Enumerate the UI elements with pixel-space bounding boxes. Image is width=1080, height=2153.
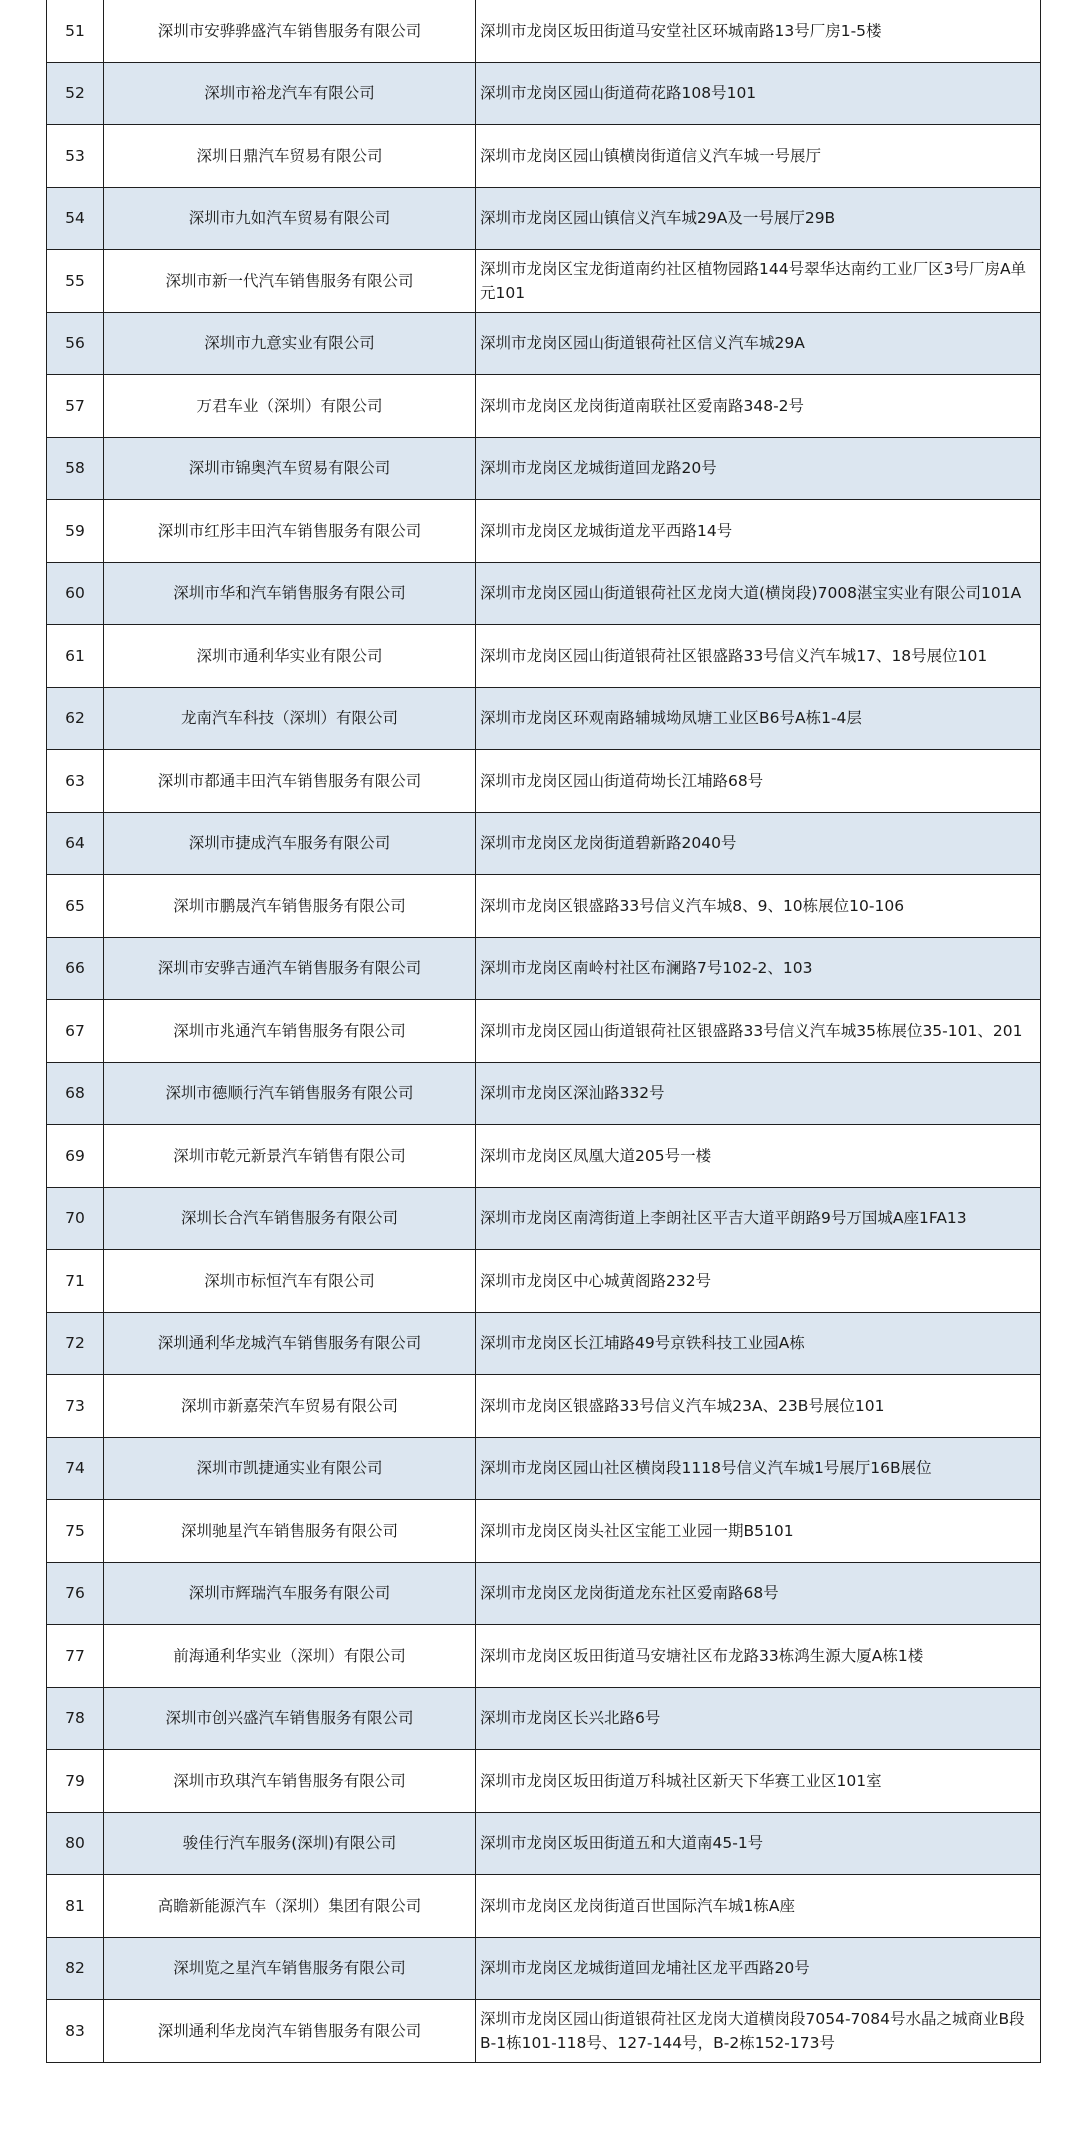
- table-body: [47, 0, 1041, 2062]
- company-address: 深圳市龙岗区南湾街道上李朗社区平吉大道平朗路9号万国城A座1FA13: [476, 1187, 1041, 1250]
- table-row: [47, 1375, 1041, 1438]
- table-row: [47, 1875, 1041, 1938]
- company-name: 深圳驰星汽车销售服务有限公司: [104, 1500, 476, 1563]
- table-row: [47, 1750, 1041, 1813]
- row-number: 53: [47, 125, 104, 188]
- company-name: 深圳市创兴盛汽车销售服务有限公司: [104, 1687, 476, 1750]
- company-address: 深圳市龙岗区坂田街道马安堂社区环城南路13号厂房1-5楼: [476, 0, 1041, 62]
- company-address: 深圳市龙岗区龙岗街道碧新路2040号: [476, 812, 1041, 875]
- row-number: 70: [47, 1187, 104, 1250]
- table-row: [47, 1187, 1041, 1250]
- company-address: 深圳市龙岗区岗头社区宝能工业园一期B5101: [476, 1500, 1041, 1563]
- company-address: 深圳市龙岗区园山街道银荷社区银盛路33号信义汽车城35栋展位35-101、201: [476, 1000, 1041, 1063]
- row-number: 69: [47, 1125, 104, 1188]
- table-row: [47, 1312, 1041, 1375]
- row-number: 60: [47, 562, 104, 625]
- table-row: [47, 812, 1041, 875]
- row-number: 82: [47, 1937, 104, 2000]
- table-row: [47, 125, 1041, 188]
- row-number: 54: [47, 187, 104, 250]
- company-address: 深圳市龙岗区坂田街道五和大道南45-1号: [476, 1812, 1041, 1875]
- table-row: [47, 1812, 1041, 1875]
- table-row: [47, 1125, 1041, 1188]
- company-address: 深圳市龙岗区坂田街道马安塘社区布龙路33栋鸿生源大厦A栋1楼: [476, 1625, 1041, 1688]
- company-name: 深圳市标恒汽车有限公司: [104, 1250, 476, 1313]
- company-name: 深圳市玖琪汽车销售服务有限公司: [104, 1750, 476, 1813]
- row-number: 77: [47, 1625, 104, 1688]
- row-number: 72: [47, 1312, 104, 1375]
- company-address: 深圳市龙岗区园山街道荷花路108号101: [476, 62, 1041, 125]
- row-number: 81: [47, 1875, 104, 1938]
- table-row: [47, 875, 1041, 938]
- row-number: 78: [47, 1687, 104, 1750]
- table-row: [47, 1000, 1041, 1063]
- row-number: 68: [47, 1062, 104, 1125]
- company-name: 骏佳行汽车服务(深圳)有限公司: [104, 1812, 476, 1875]
- company-name: 深圳市辉瑞汽车服务有限公司: [104, 1562, 476, 1625]
- company-address: 深圳市龙岗区深汕路332号: [476, 1062, 1041, 1125]
- company-address: 深圳市龙岗区园山社区横岗段1118号信义汽车城1号展厅16B展位: [476, 1437, 1041, 1500]
- row-number: 58: [47, 437, 104, 500]
- table-row: [47, 1937, 1041, 2000]
- table-row: [47, 625, 1041, 688]
- company-address: 深圳市龙岗区园山镇横岗街道信义汽车城一号展厅: [476, 125, 1041, 188]
- row-number: 61: [47, 625, 104, 688]
- company-name: 深圳市华和汽车销售服务有限公司: [104, 562, 476, 625]
- company-address: 深圳市龙岗区中心城黄阁路232号: [476, 1250, 1041, 1313]
- row-number: 64: [47, 812, 104, 875]
- table-row: [47, 312, 1041, 375]
- company-name: 深圳市兆通汽车销售服务有限公司: [104, 1000, 476, 1063]
- table-row: [47, 1062, 1041, 1125]
- row-number: 55: [47, 250, 104, 313]
- row-number: 62: [47, 687, 104, 750]
- row-number: 75: [47, 1500, 104, 1563]
- company-address: 深圳市龙岗区园山街道银荷社区龙岗大道横岗段7054-7084号水晶之城商业B段B-1栋101-118号、127-144号，B-2栋152-173号: [476, 2000, 1041, 2063]
- company-address: 深圳市龙岗区坂田街道万科城社区新天下华赛工业区101室: [476, 1750, 1041, 1813]
- table-row: [47, 750, 1041, 813]
- company-address: 深圳市龙岗区龙城街道回龙路20号: [476, 437, 1041, 500]
- company-name: 深圳市新嘉荣汽车贸易有限公司: [104, 1375, 476, 1438]
- company-address: 深圳市龙岗区凤凰大道205号一楼: [476, 1125, 1041, 1188]
- table-row: [47, 375, 1041, 438]
- table-row: [47, 2000, 1041, 2063]
- company-address: 深圳市龙岗区园山街道银荷社区信义汽车城29A: [476, 312, 1041, 375]
- row-number: 83: [47, 2000, 104, 2063]
- company-address: 深圳市龙岗区宝龙街道南约社区植物园路144号翠华达南约工业厂区3号厂房A单元101: [476, 250, 1041, 313]
- row-number: 73: [47, 1375, 104, 1438]
- company-name: 深圳市裕龙汽车有限公司: [104, 62, 476, 125]
- table-row: [47, 62, 1041, 125]
- row-number: 66: [47, 937, 104, 1000]
- company-name: 深圳市德顺行汽车销售服务有限公司: [104, 1062, 476, 1125]
- row-number: 79: [47, 1750, 104, 1813]
- row-number: 57: [47, 375, 104, 438]
- company-name: 高瞻新能源汽车（深圳）集团有限公司: [104, 1875, 476, 1938]
- company-address: 深圳市龙岗区龙岗街道南联社区爱南路348-2号: [476, 375, 1041, 438]
- company-name: 深圳市捷成汽车服务有限公司: [104, 812, 476, 875]
- row-number: 59: [47, 500, 104, 563]
- company-name: 深圳市安骅吉通汽车销售服务有限公司: [104, 937, 476, 1000]
- company-name: 深圳市鹏晟汽车销售服务有限公司: [104, 875, 476, 938]
- row-number: 71: [47, 1250, 104, 1313]
- company-name: 龙南汽车科技（深圳）有限公司: [104, 687, 476, 750]
- company-name: 万君车业（深圳）有限公司: [104, 375, 476, 438]
- table-row: [47, 1562, 1041, 1625]
- company-name: 深圳长合汽车销售服务有限公司: [104, 1187, 476, 1250]
- company-address: 深圳市龙岗区龙岗街道龙东社区爱南路68号: [476, 1562, 1041, 1625]
- company-name: 深圳市新一代汽车销售服务有限公司: [104, 250, 476, 313]
- table-row: [47, 187, 1041, 250]
- row-number: 56: [47, 312, 104, 375]
- company-name: 深圳市通利华实业有限公司: [104, 625, 476, 688]
- company-address: 深圳市龙岗区园山镇信义汽车城29A及一号展厅29B: [476, 187, 1041, 250]
- company-address: 深圳市龙岗区银盛路33号信义汽车城23A、23B号展位101: [476, 1375, 1041, 1438]
- company-name: 深圳市九意实业有限公司: [104, 312, 476, 375]
- row-number: 63: [47, 750, 104, 813]
- dealer-list-table: [46, 0, 1041, 2063]
- company-address: 深圳市龙岗区环观南路辅城坳凤塘工业区B6号A栋1-4层: [476, 687, 1041, 750]
- company-name: 深圳通利华龙岗汽车销售服务有限公司: [104, 2000, 476, 2063]
- table-row: [47, 1500, 1041, 1563]
- company-address: 深圳市龙岗区银盛路33号信义汽车城8、9、10栋展位10-106: [476, 875, 1041, 938]
- company-name: 深圳日鼎汽车贸易有限公司: [104, 125, 476, 188]
- table-row: [47, 1250, 1041, 1313]
- company-address: 深圳市龙岗区园山街道荷坳长江埔路68号: [476, 750, 1041, 813]
- company-name: 深圳市红彤丰田汽车销售服务有限公司: [104, 500, 476, 563]
- table-row: [47, 937, 1041, 1000]
- table-row: [47, 500, 1041, 563]
- company-name: 深圳市锦奥汽车贸易有限公司: [104, 437, 476, 500]
- company-address: 深圳市龙岗区长江埔路49号京铁科技工业园A栋: [476, 1312, 1041, 1375]
- row-number: 67: [47, 1000, 104, 1063]
- table-row: [47, 1625, 1041, 1688]
- table-row: [47, 0, 1041, 62]
- company-address: 深圳市龙岗区龙岗街道百世国际汽车城1栋A座: [476, 1875, 1041, 1938]
- table-row: [47, 687, 1041, 750]
- row-number: 76: [47, 1562, 104, 1625]
- company-address: 深圳市龙岗区园山街道银荷社区银盛路33号信义汽车城17、18号展位101: [476, 625, 1041, 688]
- row-number: 51: [47, 0, 104, 62]
- table-row: [47, 562, 1041, 625]
- company-address: 深圳市龙岗区长兴北路6号: [476, 1687, 1041, 1750]
- company-name: 深圳市凯捷通实业有限公司: [104, 1437, 476, 1500]
- company-address: 深圳市龙岗区龙城街道回龙埔社区龙平西路20号: [476, 1937, 1041, 2000]
- table-row: [47, 437, 1041, 500]
- company-address: 深圳市龙岗区园山街道银荷社区龙岗大道(横岗段)7008湛宝实业有限公司101A: [476, 562, 1041, 625]
- company-name: 深圳市九如汽车贸易有限公司: [104, 187, 476, 250]
- company-address: 深圳市龙岗区龙城街道龙平西路14号: [476, 500, 1041, 563]
- row-number: 74: [47, 1437, 104, 1500]
- table-row: [47, 1437, 1041, 1500]
- row-number: 52: [47, 62, 104, 125]
- row-number: 80: [47, 1812, 104, 1875]
- company-name: 深圳市乾元新景汽车销售有限公司: [104, 1125, 476, 1188]
- row-number: 65: [47, 875, 104, 938]
- dealer-table: [46, 0, 1040, 2063]
- company-name: 前海通利华实业（深圳）有限公司: [104, 1625, 476, 1688]
- company-name: 深圳市安骅骅盛汽车销售服务有限公司: [104, 0, 476, 62]
- company-name: 深圳市都通丰田汽车销售服务有限公司: [104, 750, 476, 813]
- company-name: 深圳通利华龙城汽车销售服务有限公司: [104, 1312, 476, 1375]
- table-row: [47, 1687, 1041, 1750]
- company-address: 深圳市龙岗区南岭村社区布澜路7号102-2、103: [476, 937, 1041, 1000]
- table-row: [47, 250, 1041, 313]
- company-name: 深圳览之星汽车销售服务有限公司: [104, 1937, 476, 2000]
